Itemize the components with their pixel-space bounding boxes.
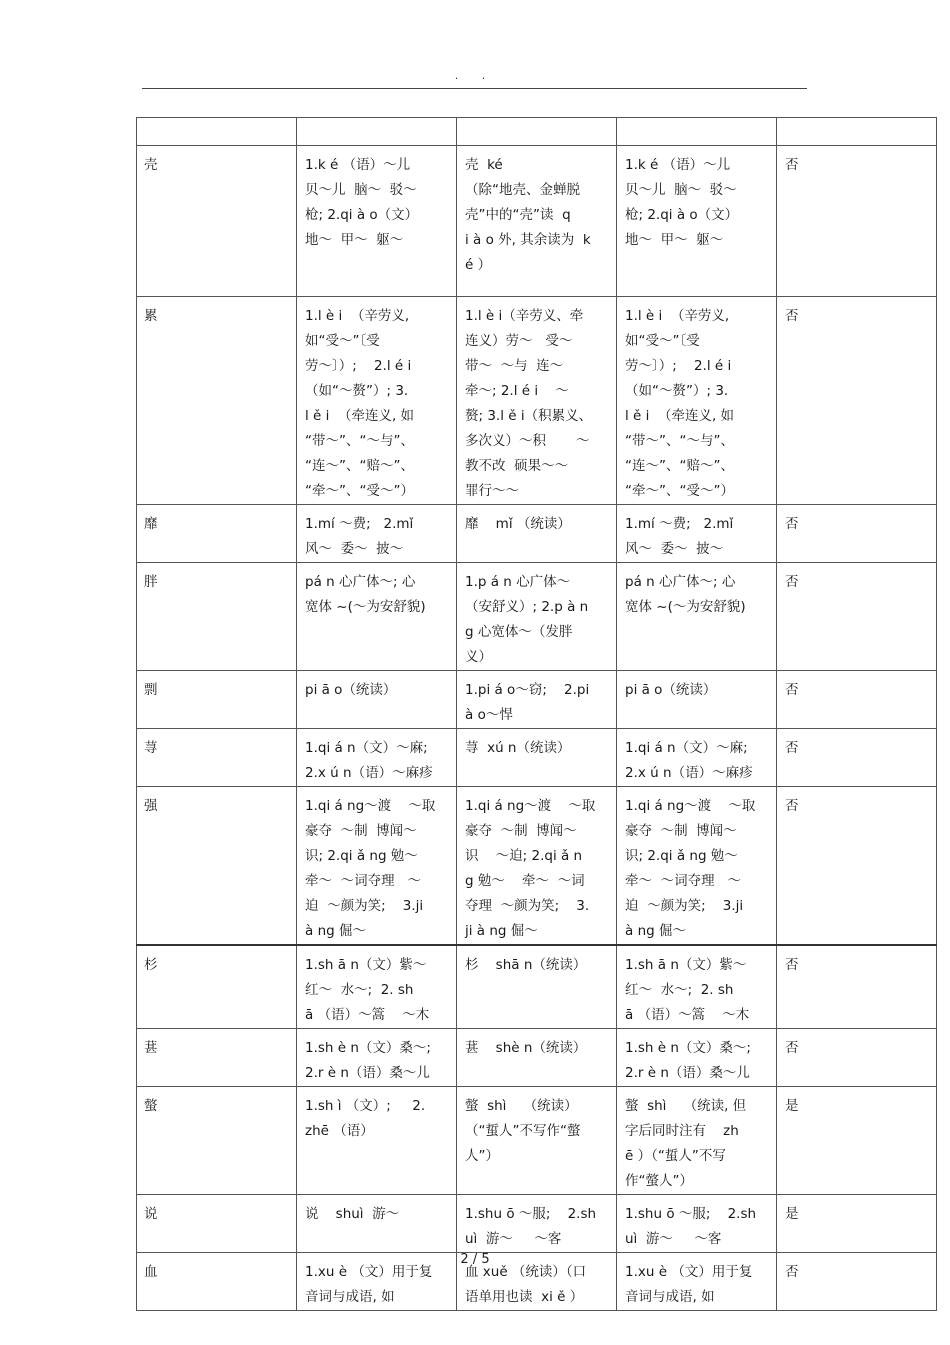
cell	[617, 118, 777, 146]
cell: 螫 shì （统读, 但 字后同时注有 zh ē ）（“蜇人”不写 作“螫人”）	[617, 1087, 777, 1195]
cell: 1.mí ～费; 2.mǐ 风～ 委～ 披～	[617, 505, 777, 563]
char-cell: 杉	[137, 945, 297, 1029]
cell	[457, 118, 617, 146]
table-row	[137, 945, 937, 1029]
cell: 否	[777, 671, 937, 729]
cell: 1.xu è （文）用于复 音词与成语, 如	[297, 1253, 457, 1311]
cell: 杉 shā n（统读）	[457, 945, 617, 1029]
cell: 1.p á n 心广体～ （安舒义）; 2.p à n g 心宽体～（发胖 义）	[457, 563, 617, 671]
cell: 1.sh è n（文）桑～; 2.r è n（语）桑～儿	[297, 1029, 457, 1087]
cell: pi ā o（统读）	[617, 671, 777, 729]
cell: 螫 shì （统读） （“蜇人”不写作“螫 人”）	[457, 1087, 617, 1195]
char-cell: 胖	[137, 563, 297, 671]
cell: 1.l è i （辛劳义, 如“受～”〔受 劳～〕）; 2.l é i （如“～赘”）; 3. l ě i （牵连义, 如 “带～”、“～与”、 “连～”、“赔～”、 “牵～”、“受～”）	[297, 297, 457, 505]
cell: 否	[777, 297, 937, 505]
cell: 1.shu ō ～服; 2.sh uì 游～ ～客	[617, 1195, 777, 1253]
cell: 1.l è i（辛劳义、牵 连义）劳～ 受～ 带～ ～与 连～ 牵～; 2.l é i ～ 赘; 3.l ě i（积累义、 多次义）～积 ～ 教不改 硕果～～ 罪行～～	[457, 297, 617, 505]
page-number: 2 / 5	[460, 1252, 490, 1267]
char-cell: 螫	[137, 1087, 297, 1195]
cell	[297, 118, 457, 146]
cell: 1.k é （语）～儿 贝～儿 脑～ 驳～ 枪; 2.qi à o（文） 地～ 甲～ 躯～	[617, 146, 777, 297]
cell: 壳 ké （除“地壳、金蝉脱 壳”中的“壳”读 q i à o 外, 其余读为 k é ）	[457, 146, 617, 297]
char-cell: 壳	[137, 146, 297, 297]
char-cell: 剽	[137, 671, 297, 729]
table-row	[137, 1029, 937, 1087]
table-row	[137, 787, 937, 946]
table-row	[137, 1087, 937, 1195]
char-cell: 靡	[137, 505, 297, 563]
cell: 说 shuì 游～	[297, 1195, 457, 1253]
cell: 1.qi á ng～渡 ～取 豪夺 ～制 博闻～ 识 ～迫; 2.qi ǎ n g 勉～ 牵～ ～词 夺理 ～颜为笑; 3. ji à ng 倔～	[457, 787, 617, 946]
header-rule	[142, 88, 807, 89]
table-row	[137, 505, 937, 563]
cell: 否	[777, 146, 937, 297]
cell: 1.qi á ng～渡 ～取 豪夺 ～制 博闻～ 识; 2.qi ǎ ng 勉～ 牵～ ～词夺理 ～ 迫 ～颜为笑; 3.ji à ng 倔～	[297, 787, 457, 946]
cell: 1.xu è （文）用于复 音词与成语, 如	[617, 1253, 777, 1311]
cell: 是	[777, 1195, 937, 1253]
cell: 否	[777, 945, 937, 1029]
cell: 荨 xú n（统读）	[457, 729, 617, 787]
cell: 1.sh ì （文）; 2. zhē （语）	[297, 1087, 457, 1195]
table-row	[137, 118, 937, 146]
cell: 1.qi á ng～渡 ～取 豪夺 ～制 博闻～ 识; 2.qi ǎ ng 勉～ 牵～ ～词夺理 ～ 迫 ～颜为笑; 3.ji à ng 倔～	[617, 787, 777, 946]
table-row	[137, 297, 937, 505]
cell: 血 xuě （统读）（口 语单用也读 xi ě ）	[457, 1253, 617, 1311]
char-cell: 强	[137, 787, 297, 946]
char-cell: 说	[137, 1195, 297, 1253]
cell: 1.l è i （辛劳义, 如“受～”〔受 劳～〕）; 2.l é i （如“～赘”）; 3. l ě i （牵连义, 如 “带～”、“～与”、 “连～”、“赔～”、 “牵～”、“受～”）	[617, 297, 777, 505]
cell: 否	[777, 1029, 937, 1087]
table-row	[137, 563, 937, 671]
table-row	[137, 1195, 937, 1253]
cell: 否	[777, 563, 937, 671]
char-cell: 葚	[137, 1029, 297, 1087]
cell: 1.pi á o～窃; 2.pi à o～悍	[457, 671, 617, 729]
cell: 靡 mǐ （统读）	[457, 505, 617, 563]
cell: 否	[777, 505, 937, 563]
cell: pá n 心广体～; 心 宽体 ~(～为安舒貌)	[297, 563, 457, 671]
table-row	[137, 729, 937, 787]
char-cell	[137, 118, 297, 146]
cell: 1.sh ā n（文）紫～ 红～ 水～; 2. sh ā （语）～篙 ～木	[617, 945, 777, 1029]
cell: pá n 心广体～; 心 宽体 ~(～为安舒貌)	[617, 563, 777, 671]
cell: 否	[777, 729, 937, 787]
char-cell: 累	[137, 297, 297, 505]
cell: 1.k é （语）～儿 贝～儿 脑～ 驳～ 枪; 2.qi à o（文） 地～ 甲～ 躯～	[297, 146, 457, 297]
table-row	[137, 671, 937, 729]
char-cell: 荨	[137, 729, 297, 787]
cell: 1.shu ō ～服; 2.sh uì 游～ ～客	[457, 1195, 617, 1253]
cell: 1.mí ～费; 2.mǐ 风～ 委～ 披～	[297, 505, 457, 563]
pronunciation-table	[136, 117, 937, 1311]
cell: pi ā o（统读）	[297, 671, 457, 729]
cell	[777, 118, 937, 146]
char-cell: 血	[137, 1253, 297, 1311]
cell: 1.sh è n（文）桑～; 2.r è n（语）桑～儿	[617, 1029, 777, 1087]
cell: 葚 shè n（统读）	[457, 1029, 617, 1087]
header-marks: · ·	[454, 72, 496, 85]
cell: 1.qi á n（文）～麻; 2.x ú n（语）～麻疹	[297, 729, 457, 787]
cell: 否	[777, 1253, 937, 1311]
cell: 1.sh ā n（文）紫～ 红～ 水～; 2. sh ā （语）～篙 ～木	[297, 945, 457, 1029]
cell: 是	[777, 1087, 937, 1195]
cell: 1.qi á n（文）～麻; 2.x ú n（语）～麻疹	[617, 729, 777, 787]
cell: 否	[777, 787, 937, 946]
table-row	[137, 146, 937, 297]
